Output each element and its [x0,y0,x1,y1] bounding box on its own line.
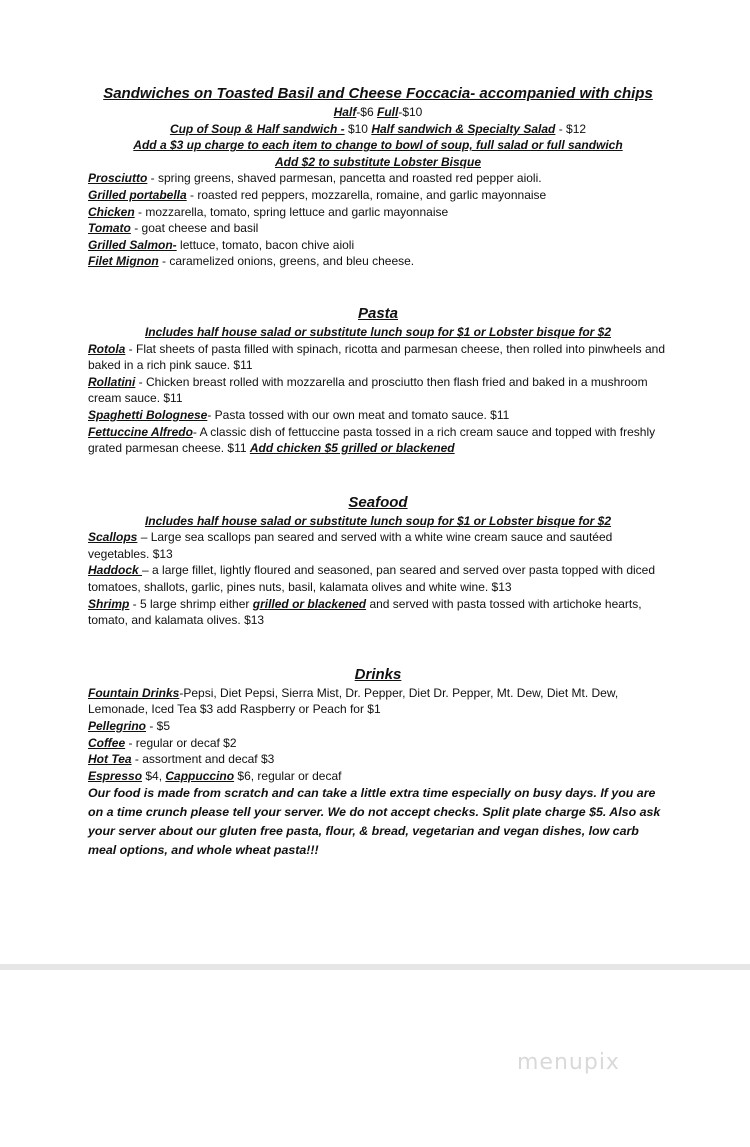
lower-area [0,970,750,1147]
upcharge-note: Add a $3 up charge to each item to change to bowl of soup, full salad or full sandwich [133,138,623,153]
seafood-title: Seafood [348,493,408,511]
menu-item: Pellegrino - $5 [88,719,171,734]
menu-item: Espresso $4, Cappuccino $6, regular or decaf [88,768,342,783]
menu-content [88,84,668,860]
menu-item: Tomato - goat cheese and basil [88,221,259,236]
seafood-includes: Includes half house salad or substitute lunch soup for $1 or Lobster bisque for $2 [144,513,612,528]
combo2-label: Half sandwich & Specialty Salad [371,121,556,136]
menu-item: Rotola - Flat sheets of pasta filled with spinach, ricotta and parmesan cheese, then rolled into pinwheels and baked in a rich pink sauce. $11 [88,341,665,373]
menu-item: Shrimp - 5 large shrimp either grilled or blackened and served with pasta tossed with artichoke hearts, tomato, and kalamata olives. $13 [88,596,642,628]
menu-item: Filet Mignon - caramelized onions, greens, and bleu cheese. [88,254,415,269]
menu-item: Chicken - mozzarella, tomato, spring lettuce and garlic mayonnaise [88,204,449,219]
menu-item: Hot Tea - assortment and decaf $3 [88,752,275,767]
menu-item: Grilled portabella - roasted red peppers, mozzarella, romaine, and garlic mayonnaise [88,187,547,202]
menu-item: Haddock – a large fillet, lightly floured and seasoned, pan seared and served over pasta topped with diced tomatoes, shallots, garlic, pines nuts, basil, kalamata olives and white wine. $13 [88,563,656,595]
combo2-price: - $12 [555,121,587,136]
pasta-title: Pasta [357,304,399,322]
pasta-includes: Includes half house salad or substitute lunch soup for $1 or Lobster bisque for $2 [144,324,612,339]
add-chicken-note: Add chicken $5 grilled or blackened [249,441,455,456]
menu-item: Fettuccine Alfredo- A classic dish of fettuccine pasta tossed in a rich cream sauce and topped with freshly grated parmesan cheese. $11 Add chicken $5 grilled or blackened [88,424,656,456]
half-price: -$6 [356,105,377,119]
combo-label: Cup of Soup & Half sandwich - [169,121,345,136]
menu-item: Coffee - regular or decaf $2 [88,735,237,750]
sandwiches-title: Sandwiches on Toasted Basil and Cheese Foccacia- accompanied with chips [103,85,653,102]
full-price: -$10 [398,105,423,119]
full-label: Full [377,105,399,119]
menu-item: Rollatini - Chicken breast rolled with mozzarella and prosciutto then flash fried and baked in a mushroom cream sauce. $11 [88,374,648,406]
menu-item: Fountain Drinks-Pepsi, Diet Pepsi, Sierra Mist, Dr. Pepper, Diet Dr. Pepper, Mt. Dew, Diet Mt. Dew, Lemonade, Iced Tea $3 add Raspberry or Peach for $1 [88,685,619,717]
sandwich-combos [88,121,668,138]
menu-item: Grilled Salmon- lettuce, tomato, bacon chive aioli [88,237,355,252]
menu-item: Scallops – Large sea scallops pan seared and served with a white wine cream sauce and sautéed vegetables. $13 [88,530,613,561]
sandwich-prices [88,104,668,121]
watermark-logo: menupix [517,1050,620,1075]
combo-price: $10 [344,121,372,136]
menu-item: Prosciutto - spring greens, shaved parmesan, pancetta and roasted red pepper aioli. [88,171,542,186]
menu-item: Spaghetti Bolognese- Pasta tossed with our own meat and tomato sauce. $11 [88,407,510,422]
lobster-note: Add $2 to substitute Lobster Bisque [274,154,481,169]
half-label: Half [333,105,357,119]
kitchen-note: Our food is made from scratch and can take a little extra time especially on busy days. If you are on a time crunch please tell your server. We do not accept checks. Split plate charge $5. Also ask your server about our gluten free pasta, flour, & bread, vegetarian and vegan dishes, low carb meal options, and whole wheat pasta!!! [88,786,661,858]
drinks-title: Drinks [354,665,402,683]
